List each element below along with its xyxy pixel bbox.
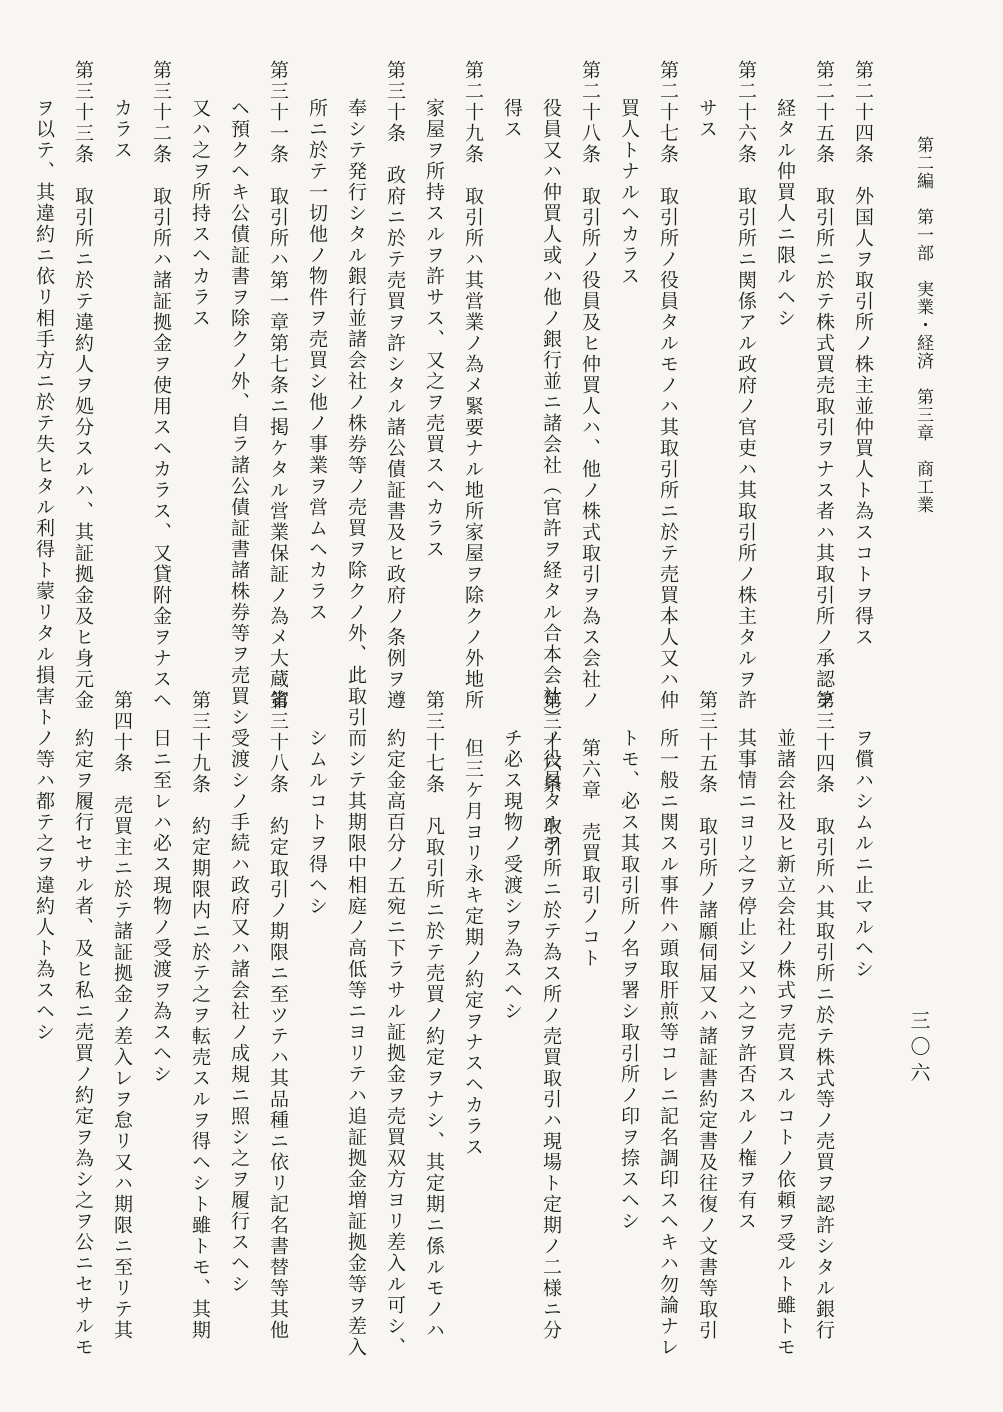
text-column: チ必ス現物ノ受渡シヲ為スヘシ <box>501 728 523 1022</box>
text-column: 役員又ハ仲買人或ハ他ノ銀行並ニ諸会社（官許ヲ経タル合本会社）ノ役員タルヲ <box>540 98 562 854</box>
text-column: 第二十七条 取引所ノ役員タルモノハ其取引所ニ於テ売買本人又ハ仲 <box>657 60 679 711</box>
lower-text-block <box>33 690 882 1358</box>
text-column: 第二十九条 取引所ハ其営業ノ為メ緊要ナル地所家屋ヲ除クノ外地所 <box>462 60 484 711</box>
text-column: 第三十九条 約定期限内ニ於テ之ヲ転売スルヲ得ヘシト雖トモ、其期 <box>189 690 211 1341</box>
text-column: ヘ預クヘキ公債証書ヲ除クノ外、自ラ諸公債証書諸株券等ヲ売買シ <box>228 98 250 728</box>
text-column: 第三十五条 取引所ノ諸願伺届又ハ諸証書約定書及往復ノ文書等取引 <box>696 690 718 1341</box>
text-column: 第三十四条 取引所ハ其取引所ニ於テ株式等ノ売買ヲ認許シタル銀行 <box>813 690 835 1341</box>
text-column: ノ等ハ都テ之ヲ違約人ト為スヘシ <box>33 728 55 1043</box>
text-column: 第三十六条 取引所ニ於テ為ス所ノ売買取引ハ現場ト定期ノ二様ニ分 <box>540 690 562 1341</box>
text-column: 其事情ニヨリ之ヲ停止シ又ハ之ヲ許否スルノ権ヲ有ス <box>735 728 757 1232</box>
text-column: 而シテ其期限中相庭ノ高低等ニヨリテハ追証拠金増証拠金等ヲ差入 <box>345 728 367 1358</box>
text-column: 所ニ於テ一切他ノ物件ヲ売買シ他ノ事業ヲ営ムヘカラス <box>306 98 328 623</box>
text-column: 受渡シノ手続ハ政府又ハ諸会社ノ成規ニ照シ之ヲ履行スヘシ <box>228 728 250 1295</box>
text-column: ヲ以テ、其違約ニ依リ相手方ニ於テ失ヒタル利得ト蒙リタル損害ト <box>33 98 55 728</box>
text-column: 所一般ニ関スル事件ハ頭取肝煎等コレニ記名調印スヘキハ勿論ナレ <box>657 728 679 1358</box>
text-column: 又ハ之ヲ所持スヘカラス <box>189 98 211 329</box>
text-column: トモ、必ス其取引所ノ名ヲ署シ取引所ノ印ヲ捺スヘシ <box>618 728 640 1232</box>
text-column: 第二十六条 取引所ニ関係アル政府ノ官吏ハ其取引所ノ株主タルヲ許 <box>735 60 757 711</box>
text-column: カラス <box>111 98 133 161</box>
text-column: 第四十条 売買主ニ於テ諸証拠金ノ差入レヲ怠リ又ハ期限ニ至リテ其 <box>111 690 133 1341</box>
text-column: 約定ヲ履行セサル者、及ヒ私ニ売買ノ約定ヲ為シ之ヲ公ニセサルモ <box>72 728 94 1358</box>
text-column: 得ス <box>501 98 523 140</box>
proviso-column: 但三ケ月ヨリ永キ定期ノ約定ヲナスヘカラス <box>462 738 484 1158</box>
text-column: 第二十八条 取引所ノ役員及ヒ仲買人ハ、他ノ株式取引ヲ為ス会社ノ <box>579 60 601 711</box>
text-column: 第三十八条 約定取引ノ期限ニ至ツテハ其品種ニ依リ記名書替等其他 <box>267 690 289 1341</box>
text-column: 第三十条 政府ニ於テ売買ヲ許シタル諸公債証書及ヒ政府ノ条例ヲ遵 <box>384 60 406 711</box>
text-column: サス <box>696 98 718 140</box>
text-column: 家屋ヲ所持スルヲ許サス、又之ヲ売買スヘカラス <box>423 98 445 560</box>
text-column: シムルコトヲ得ヘシ <box>306 728 328 917</box>
page-number: 三〇六 <box>907 1010 931 1088</box>
text-column: 第三十一条 取引所ハ第一章第七条ニ掲ケタル営業保証ノ為メ大蔵省 <box>267 60 289 711</box>
text-column: 奉シテ発行シタル銀行並諸会社ノ株券等ノ売買ヲ除クノ外、此取引 <box>345 98 367 728</box>
text-column: 第三十二条 取引所ハ諸証拠金ヲ使用スヘカラス、又貸附金ヲナスヘ <box>150 60 172 711</box>
text-column: 並諸会社及ヒ新立会社ノ株式ヲ売買スルコトノ依頼ヲ受ルト雖トモ <box>774 728 796 1358</box>
text-column: 第二十五条 取引所ニ於テ株式買売取引ヲナス者ハ其取引所ノ承認ヲ <box>813 60 835 711</box>
text-column: ヲ償ハシムルニ止マルヘシ <box>852 728 874 980</box>
text-column: 第二十四条 外国人ヲ取引所ノ株主並仲買人ト為スコトヲ得ス <box>852 60 874 648</box>
text-column: 約定金高百分ノ五宛ニ下ラサル証拠金ヲ売買双方ヨリ差入ル可シ、 <box>384 728 406 1358</box>
text-column: 経タル仲買人ニ限ルヘシ <box>774 98 796 329</box>
running-header: 第二編 第一部 実業・経済 第三章 商工業 <box>913 136 933 514</box>
text-column: 日ニ至レハ必ス現物ノ受渡ヲ為スヘシ <box>150 728 172 1085</box>
text-column: 第三十七条 凡取引所ニ於テ売買ノ約定ヲナシ、其定期ニ係ルモノハ <box>423 690 445 1341</box>
text-column: 第三十三条 取引所ニ於テ違約人ヲ処分スルハ、其証拠金及ヒ身元金 <box>72 60 94 711</box>
text-column: 買人トナルヘカラス <box>618 98 640 287</box>
chapter-heading: 第六章 売買取引ノコト <box>579 738 601 969</box>
